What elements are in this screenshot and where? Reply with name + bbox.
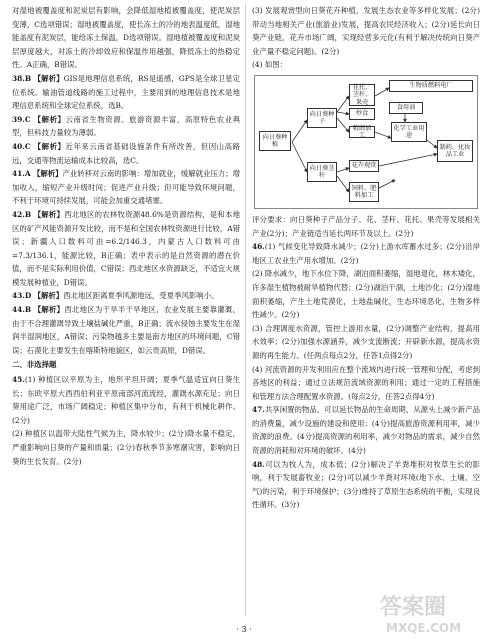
analysis-tag: 【解析】 <box>33 73 64 83</box>
answer-text: 共享闲置的物品，可以延长物品的生命周期，从源头上减少新产品的消费量，减少设施的建设和使用；(4分)提高旅游资源利用率，减少资源的浪费。(4分)提高资源的利用率，减少对物品的需求，减少自然资源的消耗和对环境的破坏。(4分) <box>252 405 480 456</box>
analysis-text: 云南省生物资源、旅游资源丰富，高原特色农业典型，但科技力量较为薄弱。 <box>12 114 240 138</box>
diagram-node-by-products: 花托、茎秆、果壳 <box>349 84 375 106</box>
answer-letter: D <box>24 291 32 301</box>
continued-paragraph: 对湿地被覆盖度和泥炭层有影响，会降低湿地植被覆盖度，使泥炭层变薄，C选项错误；湿地被覆盖度，使长冻土的冷的地表温度低，湿地能盖度有泥炭层，能给冻土保温，D选项错误。湿地植被覆盖度和泥炭层厚度越大，对冻土的冷却效应和保温作用越强，降低冻土的热稳定性。A正确，B错误。 <box>12 6 240 70</box>
question-number: 48. <box>252 459 265 469</box>
diagram-node-chemical: 化学工业用途 <box>391 122 427 142</box>
analysis-text: 西北地区的农林牧资源48.6%是资源结构，是和本地区的矿产风能资源开发比较，而不是和全国农林牧资源进行比较，A错误；新疆人口数料可由=6.2/146.3，内蒙古人口数料可由=7.3/136.1，能源比较，B正确；表中表示的是自然资源的潜在价值，而不是实际利用价值，C错误；西北地区水资源缺乏，不适宜大规模发展种植业，D错误。 <box>12 209 240 287</box>
question-number: 42. <box>12 209 25 219</box>
industry-chain-diagram <box>254 75 478 209</box>
analysis-text: GIS是地理信息系统，RS是遥感，GPS是全球卫星定位系统。输油管道线路的施工过程中，主要用到的地理信息技术是地理信息系统和全球定位系统，选B。 <box>12 73 240 111</box>
answer-letter: B <box>24 209 32 219</box>
question-number: 44. <box>12 305 25 315</box>
answer-letter: B <box>24 305 32 315</box>
analysis-tag: 【解析】 <box>32 169 63 179</box>
answer-text: (1) 气候变化导致降水减少；(2分)上游水库蓄水过多；(2分)沿岸地区工农业生产用水增加。(2分) <box>252 242 480 265</box>
answer-45-part3: (3) 发展观赏型向日葵花卉种植，发展生态农业等多样化发展；(2分)带动当地相关产业(旅游业)发展，提高农民经济收入；(2分)延长向日葵产业链，花卉市场广阔，实现经营多元化(有利于解决传统向日葵产业产量不稳定问题)。(2分) <box>252 6 480 56</box>
answer-46-part3: (3) 合理调度水资源，管控上游用水量，(2分)调整产业结构，提高用水效率；(2分)加强水源涵养，减少支流断流；开辟新水源，提高水资源的再生能力。(任两点每点2分，任答1点得2分) <box>252 323 480 360</box>
left-column <box>12 4 240 620</box>
analysis-tag: 【解析】 <box>33 291 64 301</box>
diagram-node-flower: 花卉观赏 <box>349 160 379 172</box>
answer-text: 可以为牧人为，成本低；(2分)解决了羊粪堆积对牧草生长的影响，利于发展畜牧业；(2分)可以减少羊粪对环境(地下水、土壤、空气)的污染，利于环境保护；(3分)维持了草原生态系统的平衡，实现良性循环。(3分) <box>252 459 480 510</box>
diagram-node-seeds: 向日葵种子 <box>307 108 337 128</box>
question-number: 45. <box>12 375 25 385</box>
column-divider <box>245 4 246 616</box>
answer-letter: A <box>24 169 31 179</box>
analysis-text: 西北地区为干旱半干旱地区，农业发展主要靠灌溉，由于不合理灌溉导致土壤盐碱化严重，B正确；流水侵蚀主要发生在湿润半湿润地区，A错误；污染物越多主要是南方地区的环境问题，C错误；石漠化主要发生在喀斯特地貌区，如云贵高原，D错误。 <box>12 305 240 355</box>
diagram-node-power-plant: 生物质燃料电厂 <box>389 80 473 92</box>
answer-45-part4: (4) 如图： <box>252 60 287 70</box>
watermark-cn: 答案圈 <box>380 595 447 620</box>
answer-45 <box>12 373 240 427</box>
answer-48 <box>252 458 480 512</box>
answer-38 <box>12 72 240 113</box>
question-number: 39. <box>12 114 25 124</box>
answer-letter: B <box>24 73 32 83</box>
question-number: 47. <box>252 405 265 415</box>
diagram-node-snack: 炒食 <box>349 108 375 120</box>
analysis-tag: 【解析】 <box>33 114 66 124</box>
diagram-node-planting: 向日葵种植 <box>259 131 291 151</box>
question-number: 40. <box>12 141 25 151</box>
answer-43 <box>12 289 240 303</box>
answer-46 <box>252 240 480 267</box>
analysis-text: 近年来云南省基础设施条件有所改善，但因山高路远，交通等物流运输成本比较高，选C。 <box>12 141 240 165</box>
analysis-text: 西北地区距离夏季风源地远，受夏季风影响小。 <box>63 291 219 301</box>
answer-47 <box>252 403 480 457</box>
question-number: 38. <box>12 73 25 83</box>
analysis-tag: 【解析】 <box>33 209 65 219</box>
diagram-node-stalk: 向日葵茎秆 <box>307 162 337 182</box>
question-number: 41. <box>12 169 25 179</box>
answer-44 <box>12 303 240 357</box>
diagram-node-refining: 精细加工 <box>349 126 375 138</box>
diagram-node-pharma: 制药、化妆品工业 <box>437 140 473 162</box>
watermark-en: MXQE.COM <box>386 621 462 635</box>
section-heading: 二、非选择题 <box>12 360 57 370</box>
analysis-tag: 【解析】 <box>33 305 65 315</box>
scoring-note: 评分要求：向日葵种子产品分子、花、茎秆、花托、果壳等发展相关产业(2分)；产业链适当延长两环节及以上。(2分) <box>252 214 480 238</box>
watermark-logo <box>372 590 484 636</box>
answer-45-part2: (2) 种植区以温带大陆性气候为主，降水较少；(2分)降水量不稳定，严重影响向日葵的产量和质量；(2分)春秋季节多寒潮灾害，影响向日葵的生长发育。(2分) <box>12 429 240 466</box>
answer-page <box>12 4 478 624</box>
answer-46-part2: (2) 降水减少，地下水位下降，湖泊面积萎缩，湿地退化，林木矮化，许多湿生植物被耐旱植物代替；(2分)湖泊干涸，土地沙化；(2分)湿地面积萎缩，产生土地荒漠化，土地盐碱化，生态环境恶化，生物多样性减少。(2分) <box>252 269 480 320</box>
answer-text: (1) 种植区以平原为主，地形平坦开阔；夏季气温适宜向日葵生长；东欧平原大西西伯利亚平原南部河流流经，灌溉水源充足；向日葵用途广泛，市场广阔稳定；种植区集中分布，有利于机械化耕作。(2分) <box>12 375 240 425</box>
diagram-node-edible-oil: 食用油 <box>389 102 423 114</box>
answer-42 <box>12 208 240 290</box>
right-column <box>252 4 480 620</box>
page-number: · 3 · <box>236 625 252 634</box>
answer-letter: C <box>24 114 31 124</box>
answer-letter: C <box>24 141 31 151</box>
diagram-node-fertilizer: 饲料、肥料加工 <box>349 182 379 202</box>
analysis-tag: 【解析】 <box>33 141 66 151</box>
answer-46-part4: (4) 河流资源的开发利用应在整个流域内进行统一管理和分配，考虑到各地区的利益；通过立法规范流域资源的利用；通过一定的工程措施和管理方法合理配置水资源。(每点2分，任答2点得4分) <box>252 364 480 401</box>
answer-41 <box>12 167 240 208</box>
answer-39 <box>12 113 240 140</box>
question-number: 46. <box>252 242 265 252</box>
answer-40 <box>12 140 240 167</box>
analysis-text: 产业转移对云南的影响：增加就业，缓解就业压力；增加收入，缩短产业升级时间；促进产业升级；但可能导致环境问题，不利于环境可持续发展，可能会加重交通堵塞。 <box>12 169 240 206</box>
question-number: 43. <box>12 291 25 301</box>
